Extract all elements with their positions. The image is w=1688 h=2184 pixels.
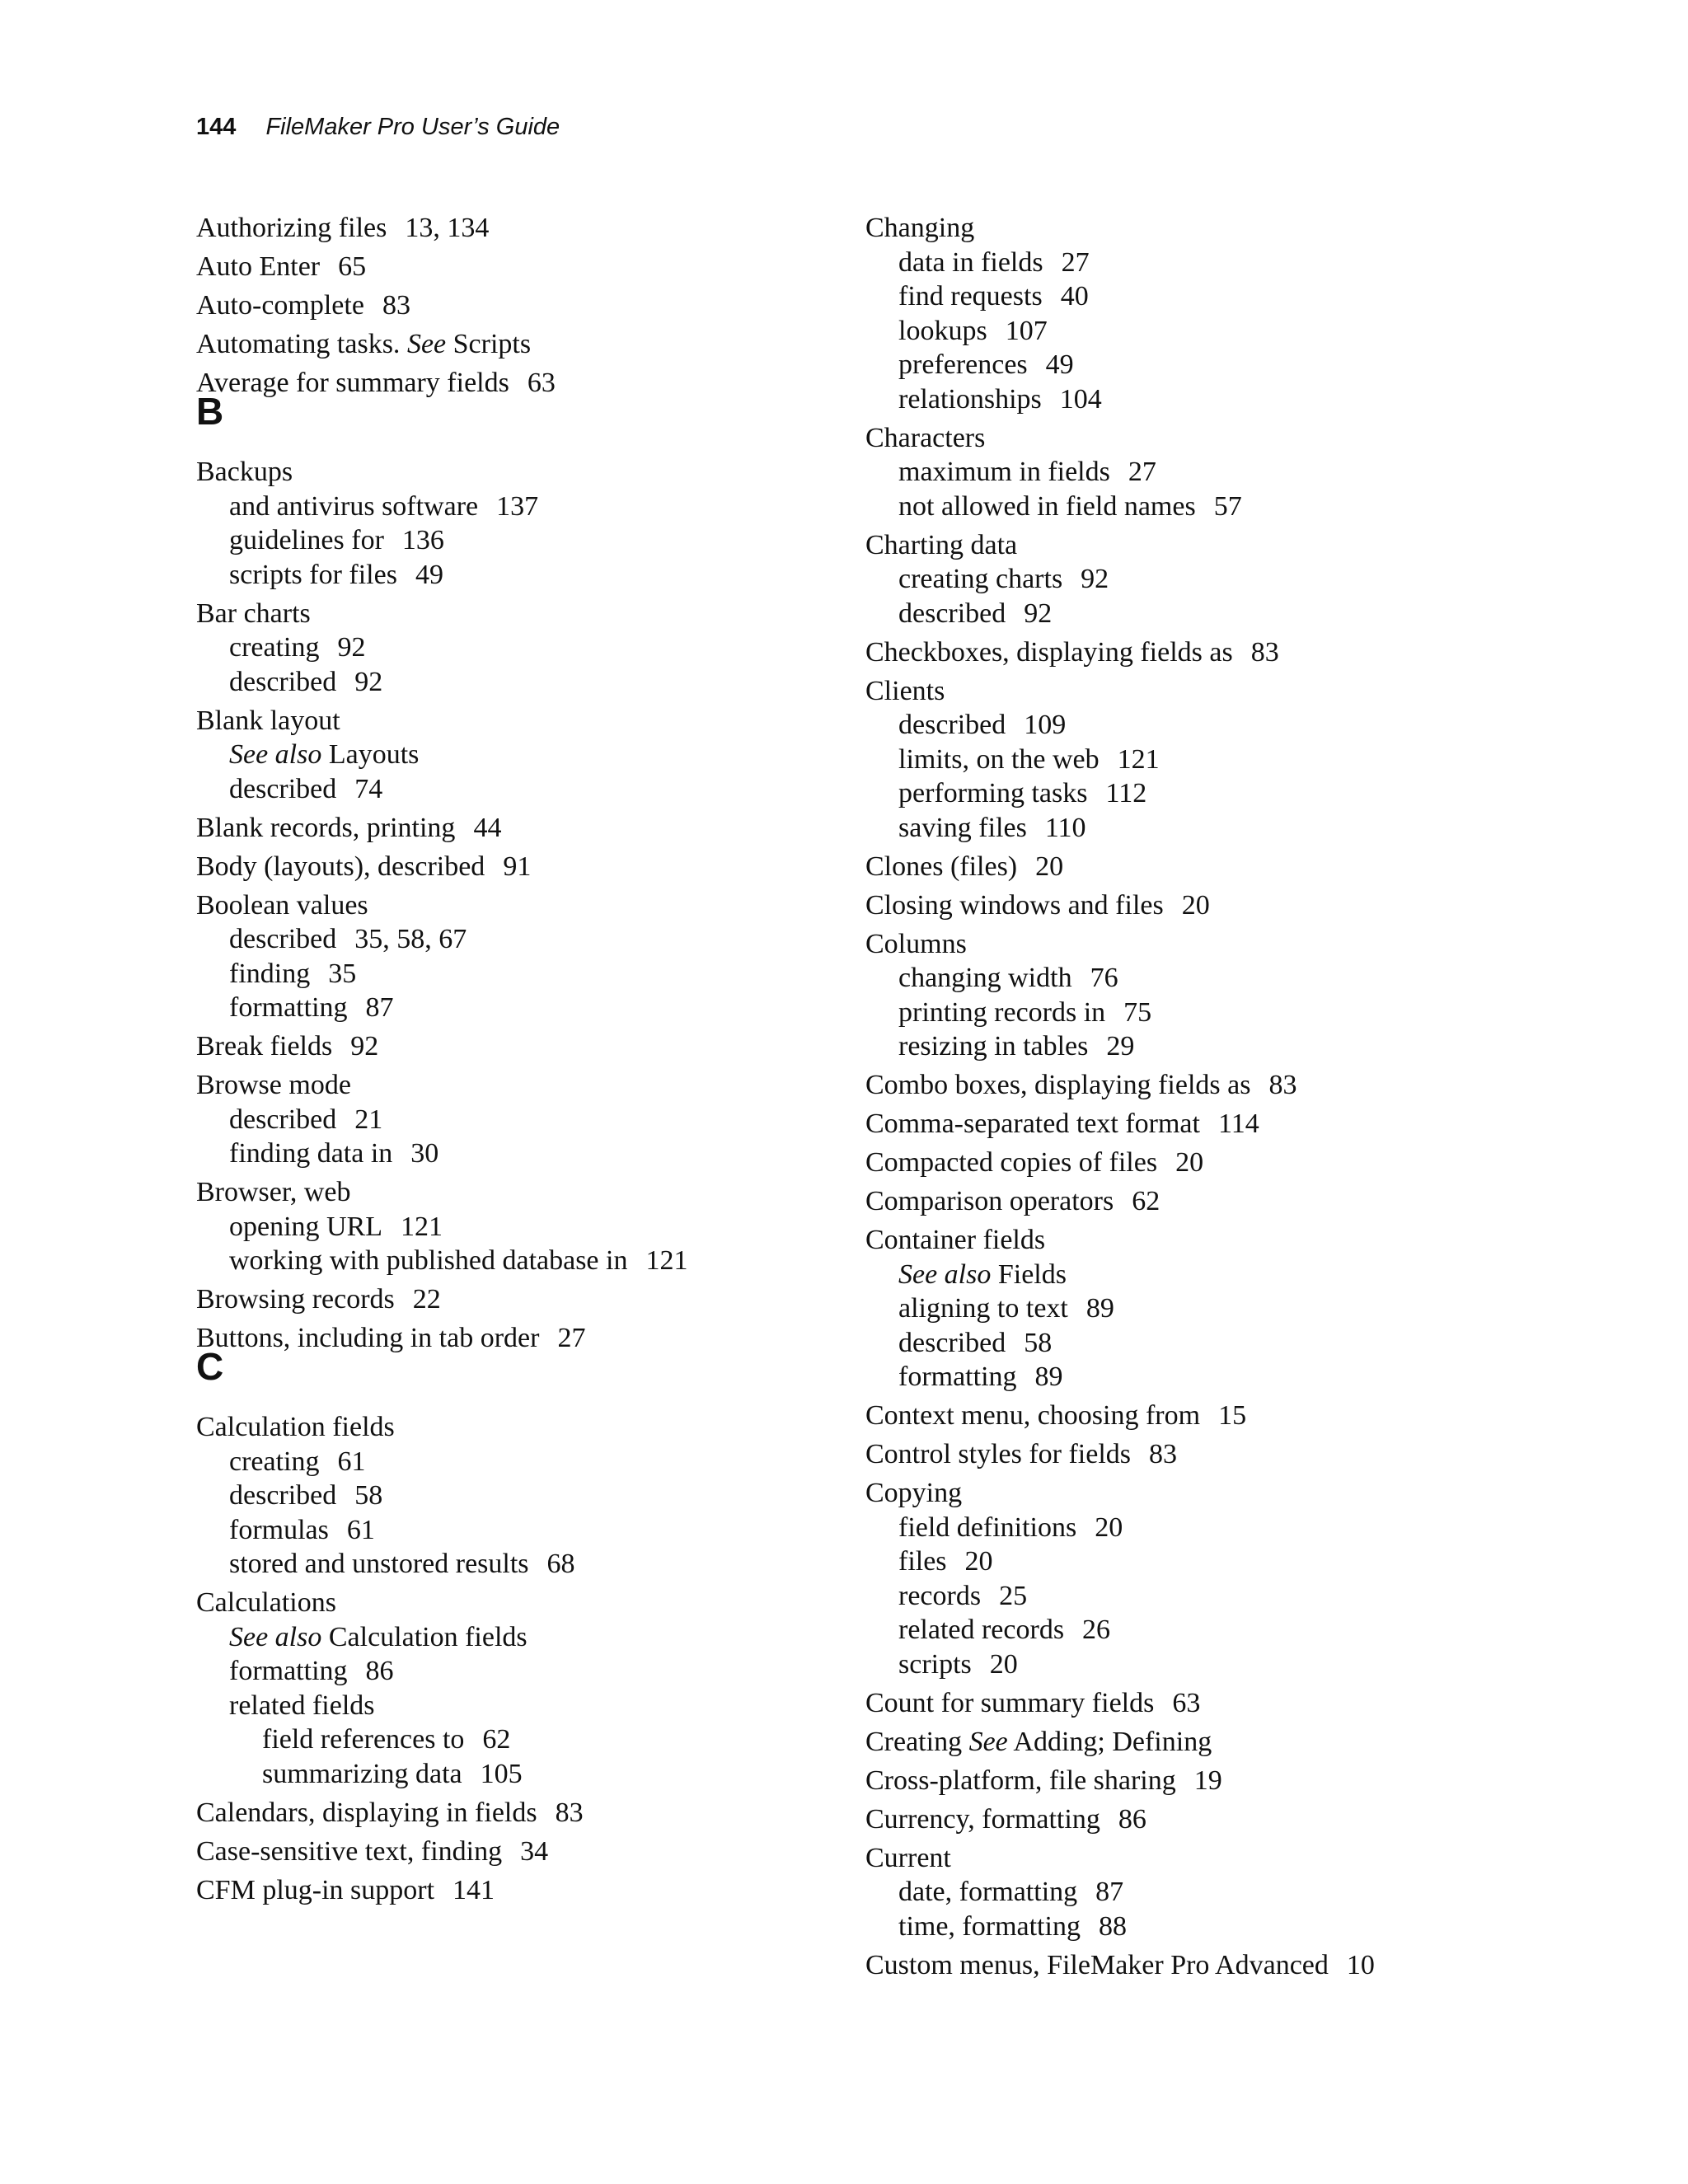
page-references: 13, 134 bbox=[405, 213, 490, 243]
entry-term: records bbox=[898, 1580, 982, 1611]
index-entry bbox=[196, 1284, 441, 1315]
index-subentry bbox=[898, 1328, 1052, 1359]
entry-term: Clones (files) bbox=[865, 851, 1018, 882]
entry-term: described bbox=[229, 773, 337, 804]
entry-term: Container fields bbox=[865, 1225, 1046, 1255]
index-entry bbox=[865, 890, 1210, 921]
see-reference-label: See bbox=[968, 1726, 1008, 1757]
index-subentry bbox=[229, 774, 382, 805]
entry-term: Context menu, choosing from bbox=[865, 1400, 1201, 1431]
page-references: 87 bbox=[365, 992, 394, 1023]
entry-term: Average for summary fields bbox=[196, 368, 509, 398]
index-entry bbox=[196, 457, 293, 488]
page-references: 107 bbox=[1005, 315, 1048, 346]
entry-term: lookups bbox=[898, 315, 987, 346]
page-references: 29 bbox=[1106, 1031, 1135, 1062]
page-references: 20 bbox=[964, 1546, 993, 1577]
entry-term: formatting bbox=[898, 1361, 1017, 1392]
page-references: 92 bbox=[337, 632, 366, 663]
index-subentry bbox=[898, 349, 1074, 381]
see-reference-target: Adding; Defining bbox=[1013, 1726, 1212, 1757]
entry-term: performing tasks bbox=[898, 778, 1088, 808]
see-reference-label: See also bbox=[898, 1258, 992, 1290]
index-entry bbox=[865, 676, 945, 707]
page-references: 76 bbox=[1090, 963, 1118, 993]
index-entry bbox=[865, 1727, 1212, 1758]
entry-term: Bar charts bbox=[196, 598, 311, 629]
see-reference-target: Layouts bbox=[328, 739, 420, 770]
entry-term: described bbox=[229, 666, 337, 697]
entry-term: resizing in tables bbox=[898, 1031, 1089, 1062]
entry-term: Current bbox=[865, 1842, 951, 1873]
index-subentry bbox=[229, 1446, 366, 1478]
entry-term: described bbox=[898, 710, 1006, 740]
see-reference-target: Calculation fields bbox=[328, 1621, 528, 1652]
entry-term: field references to bbox=[262, 1724, 465, 1755]
index-entry bbox=[196, 1797, 584, 1829]
index-entry bbox=[865, 1070, 1296, 1101]
page-references: 74 bbox=[354, 773, 383, 804]
page-references: 30 bbox=[410, 1138, 439, 1169]
entry-term: creating bbox=[229, 632, 320, 663]
entry-term: opening URL bbox=[229, 1211, 383, 1242]
page-references: 61 bbox=[346, 1514, 375, 1545]
index-subentry bbox=[898, 1649, 1018, 1680]
index-entry bbox=[865, 1765, 1222, 1797]
entry-term: described bbox=[898, 1327, 1006, 1358]
page-references: 27 bbox=[1128, 457, 1156, 487]
entry-term: Case-sensitive text, finding bbox=[196, 1835, 503, 1867]
entry-term: Authorizing files bbox=[196, 213, 387, 243]
entry-term: Boolean values bbox=[196, 889, 368, 921]
entry-term: described bbox=[898, 598, 1006, 629]
section-letter bbox=[196, 389, 223, 434]
page-references: 61 bbox=[337, 1446, 366, 1477]
index-entry bbox=[196, 890, 368, 921]
index-entry bbox=[865, 213, 974, 244]
index-subentry bbox=[898, 1293, 1114, 1324]
page-references: 68 bbox=[546, 1549, 575, 1579]
index-subentry bbox=[229, 1690, 375, 1722]
entry-term: Creating bbox=[865, 1726, 963, 1757]
index-entry bbox=[865, 1186, 1160, 1217]
index-entry bbox=[865, 1843, 951, 1874]
entry-term: field definitions bbox=[898, 1511, 1077, 1543]
index-subentry bbox=[229, 491, 538, 523]
page-references: 62 bbox=[482, 1724, 511, 1755]
page-number: 144 bbox=[196, 114, 237, 140]
page-references: 34 bbox=[520, 1835, 549, 1867]
entry-term: Custom menus, FileMaker Pro Advanced bbox=[865, 1949, 1329, 1980]
index-subentry bbox=[898, 1546, 993, 1577]
page-references: 87 bbox=[1095, 1877, 1124, 1907]
entry-term: related records bbox=[898, 1615, 1065, 1645]
entry-term: Copying bbox=[865, 1478, 963, 1508]
index-subentry bbox=[229, 1515, 375, 1546]
entry-term: formulas bbox=[229, 1514, 329, 1545]
page-references: 58 bbox=[354, 1480, 383, 1511]
page-references: 49 bbox=[1045, 349, 1074, 380]
index-entry bbox=[865, 1225, 1045, 1256]
section-letter-text: B bbox=[196, 390, 224, 433]
page-references: 57 bbox=[1213, 490, 1242, 522]
page-references: 86 bbox=[365, 1656, 394, 1686]
page-references: 20 bbox=[1035, 851, 1064, 882]
index-subentry bbox=[898, 564, 1109, 595]
index-entry bbox=[196, 368, 556, 399]
page-references: 121 bbox=[401, 1211, 443, 1242]
index-subentry bbox=[898, 316, 1048, 347]
page-references: 15 bbox=[1218, 1400, 1247, 1431]
entry-term: scripts for files bbox=[229, 559, 397, 590]
entry-term: files bbox=[898, 1546, 947, 1577]
page-references: 40 bbox=[1060, 281, 1089, 312]
see-reference-target: Fields bbox=[997, 1258, 1067, 1290]
page-references: 89 bbox=[1034, 1361, 1063, 1392]
entry-term: time, formatting bbox=[898, 1910, 1081, 1942]
page-references: 109 bbox=[1024, 710, 1067, 740]
page-references: 58 bbox=[1024, 1327, 1053, 1358]
entry-term: maximum in fields bbox=[898, 457, 1110, 487]
index-entry bbox=[865, 1147, 1203, 1179]
index-entry bbox=[196, 213, 489, 244]
entry-term: creating bbox=[229, 1446, 320, 1477]
entry-term: scripts bbox=[898, 1648, 972, 1680]
page-references: 27 bbox=[557, 1323, 586, 1353]
index-entry bbox=[196, 1323, 585, 1354]
see-reference-label: See also bbox=[229, 739, 322, 770]
page-references: 35, 58, 67 bbox=[354, 924, 467, 954]
index-subentry bbox=[229, 1138, 438, 1169]
index-subentry bbox=[229, 632, 366, 663]
index-subentry bbox=[229, 1212, 443, 1243]
index-entry bbox=[865, 1478, 962, 1509]
entry-term: Combo boxes, displaying fields as bbox=[865, 1070, 1251, 1100]
entry-term: changing width bbox=[898, 963, 1072, 993]
page-references: 92 bbox=[350, 1031, 379, 1062]
index-entry bbox=[196, 1875, 495, 1906]
page-references: 141 bbox=[452, 1874, 495, 1905]
index-subentry bbox=[898, 1512, 1123, 1544]
index-subentry bbox=[262, 1759, 523, 1790]
index-subentry bbox=[898, 813, 1086, 844]
index-entry bbox=[865, 1950, 1375, 1981]
page-references: 86 bbox=[1118, 1803, 1146, 1835]
entry-term: Comparison operators bbox=[865, 1186, 1114, 1216]
page-references: 21 bbox=[354, 1104, 383, 1135]
index-subentry bbox=[898, 1615, 1110, 1646]
index-entry bbox=[865, 1804, 1146, 1835]
entry-term: Browsing records bbox=[196, 1284, 395, 1315]
entry-term: working with published database in bbox=[229, 1245, 628, 1276]
page-references: 20 bbox=[1175, 1147, 1204, 1178]
page-references: 136 bbox=[401, 525, 444, 555]
entry-term: data in fields bbox=[898, 246, 1043, 278]
page-references: 22 bbox=[412, 1284, 441, 1315]
page-references: 121 bbox=[1117, 743, 1160, 775]
entry-term: formatting bbox=[229, 992, 348, 1023]
see-reference-label: See bbox=[406, 329, 447, 359]
page-references: 121 bbox=[645, 1245, 688, 1276]
entry-term: described bbox=[229, 1480, 337, 1511]
entry-term: Characters bbox=[865, 422, 986, 453]
entry-term: Auto Enter bbox=[196, 251, 321, 282]
page-references: 63 bbox=[527, 368, 556, 398]
index-subentry bbox=[898, 384, 1102, 415]
index-entry bbox=[196, 1070, 351, 1101]
index-subentry bbox=[898, 281, 1089, 312]
entry-term: described bbox=[229, 1104, 337, 1135]
index-subentry bbox=[898, 1911, 1127, 1943]
page-references: 92 bbox=[354, 666, 383, 697]
page-references: 89 bbox=[1085, 1293, 1114, 1324]
index-subentry bbox=[229, 958, 356, 990]
index-subentry bbox=[229, 1622, 528, 1653]
entry-term: Calendars, displaying in fields bbox=[196, 1797, 537, 1828]
entry-term: Charting data bbox=[865, 529, 1018, 560]
entry-term: Auto-complete bbox=[196, 290, 364, 321]
index-subentry bbox=[229, 924, 467, 955]
index-subentry bbox=[229, 1104, 382, 1136]
page-references: 110 bbox=[1044, 812, 1086, 843]
page-references: 114 bbox=[1217, 1108, 1259, 1139]
entry-term: Blank records, printing bbox=[196, 812, 456, 843]
index-subentry bbox=[898, 247, 1090, 279]
index-entry bbox=[865, 1688, 1200, 1719]
index-entry bbox=[196, 329, 531, 360]
index-subentry bbox=[898, 744, 1160, 776]
index-subentry bbox=[262, 1724, 510, 1755]
entry-term: guidelines for bbox=[229, 525, 384, 555]
see-reference-target: Scripts bbox=[452, 329, 532, 359]
index-subentry bbox=[229, 560, 443, 591]
page-references: 112 bbox=[1105, 778, 1147, 808]
index-subentry bbox=[898, 963, 1118, 994]
entry-term: Currency, formatting bbox=[865, 1803, 1100, 1835]
entry-term: Control styles for fields bbox=[865, 1439, 1132, 1469]
page-references: 25 bbox=[999, 1580, 1028, 1611]
index-subentry bbox=[898, 491, 1242, 523]
entry-term: Break fields bbox=[196, 1031, 333, 1062]
entry-term: Calculation fields bbox=[196, 1412, 395, 1442]
index-subentry bbox=[898, 1361, 1063, 1393]
index-entry bbox=[865, 637, 1279, 668]
entry-term: printing records in bbox=[898, 996, 1106, 1028]
page-references: 27 bbox=[1061, 246, 1090, 278]
page-references: 63 bbox=[1172, 1687, 1201, 1718]
entry-term: Automating tasks. bbox=[196, 329, 401, 359]
index-entry bbox=[865, 1439, 1177, 1470]
entry-term: finding data in bbox=[229, 1138, 393, 1169]
index-entry bbox=[865, 530, 1017, 561]
entry-term: creating charts bbox=[898, 564, 1063, 594]
index-entry bbox=[196, 1031, 378, 1062]
entry-term: Comma-separated text format bbox=[865, 1108, 1200, 1139]
index-subentry bbox=[229, 667, 382, 698]
page-references: 105 bbox=[480, 1758, 523, 1789]
entry-term: finding bbox=[229, 958, 311, 989]
page-references: 26 bbox=[1082, 1615, 1111, 1645]
running-header bbox=[196, 114, 560, 141]
index-entry bbox=[196, 598, 311, 630]
page-references: 92 bbox=[1081, 564, 1109, 594]
entry-term: Blank layout bbox=[196, 705, 340, 736]
index-subentry bbox=[229, 1480, 382, 1511]
index-entry bbox=[865, 1108, 1259, 1140]
entry-term: Closing windows and files bbox=[865, 889, 1164, 921]
entry-term: Browse mode bbox=[196, 1070, 351, 1100]
index-subentry bbox=[229, 525, 444, 556]
index-subentry bbox=[898, 1877, 1123, 1908]
index-subentry bbox=[898, 598, 1052, 630]
entry-term: Count for summary fields bbox=[865, 1687, 1155, 1718]
index-entry bbox=[865, 929, 967, 960]
index-entry bbox=[865, 1400, 1246, 1432]
entry-term: Buttons, including in tab order bbox=[196, 1323, 540, 1353]
index-entry bbox=[196, 851, 531, 883]
page-references: 92 bbox=[1024, 598, 1053, 629]
index-entry bbox=[196, 705, 340, 737]
entry-term: related fields bbox=[229, 1690, 375, 1721]
page-references: 137 bbox=[496, 490, 539, 522]
page-references: 83 bbox=[382, 290, 410, 321]
index-entry bbox=[865, 423, 985, 454]
index-subentry bbox=[229, 1656, 394, 1687]
entry-term: stored and unstored results bbox=[229, 1549, 529, 1579]
index-subentry bbox=[898, 457, 1156, 488]
entry-term: saving files bbox=[898, 812, 1027, 843]
index-subentry bbox=[898, 1259, 1067, 1291]
index-subentry bbox=[898, 1581, 1027, 1612]
entry-term: Backups bbox=[196, 457, 293, 487]
page-references: 10 bbox=[1346, 1949, 1375, 1980]
section-letter bbox=[196, 1344, 223, 1389]
index-subentry bbox=[229, 992, 394, 1024]
page-references: 44 bbox=[473, 812, 502, 843]
see-reference-label: See also bbox=[229, 1621, 322, 1652]
index-entry bbox=[196, 1177, 350, 1208]
index-entry bbox=[196, 290, 410, 321]
index-entry bbox=[196, 1587, 336, 1619]
entry-term: not allowed in field names bbox=[898, 490, 1196, 522]
page-references: 75 bbox=[1123, 996, 1152, 1028]
entry-term: formatting bbox=[229, 1656, 348, 1686]
entry-term: Browser, web bbox=[196, 1177, 351, 1207]
section-letter-text: C bbox=[196, 1345, 224, 1388]
entry-term: date, formatting bbox=[898, 1877, 1078, 1907]
page-references: 49 bbox=[415, 559, 443, 590]
entry-term: find requests bbox=[898, 281, 1043, 312]
index-entry bbox=[865, 851, 1063, 883]
index-subentry bbox=[898, 710, 1066, 741]
entry-term: preferences bbox=[898, 349, 1028, 380]
index-subentry bbox=[229, 1245, 687, 1277]
page-references: 20 bbox=[1181, 889, 1210, 921]
page-references: 83 bbox=[1268, 1070, 1297, 1100]
entry-term: Columns bbox=[865, 928, 967, 959]
page-references: 104 bbox=[1059, 383, 1102, 415]
entry-term: Cross-platform, file sharing bbox=[865, 1765, 1176, 1796]
page-references: 20 bbox=[989, 1648, 1018, 1680]
guide-title: FileMaker Pro User’s Guide bbox=[265, 114, 560, 140]
index-entry bbox=[196, 251, 366, 283]
page-references: 91 bbox=[503, 851, 532, 882]
page-references: 83 bbox=[555, 1797, 584, 1828]
index-entry bbox=[196, 1836, 548, 1868]
entry-term: Checkboxes, displaying fields as bbox=[865, 636, 1233, 668]
entry-term: Clients bbox=[865, 675, 945, 706]
entry-term: limits, on the web bbox=[898, 743, 1100, 775]
entry-term: relationships bbox=[898, 383, 1042, 415]
entry-term: Calculations bbox=[196, 1587, 336, 1618]
entry-term: Changing bbox=[865, 213, 975, 243]
index-entry bbox=[196, 813, 501, 844]
index-entry bbox=[196, 1412, 395, 1443]
page-references: 88 bbox=[1098, 1910, 1127, 1942]
entry-term: CFM plug-in support bbox=[196, 1874, 435, 1905]
page-references: 83 bbox=[1149, 1439, 1178, 1469]
entry-term: Compacted copies of files bbox=[865, 1147, 1158, 1178]
index-subentry bbox=[229, 739, 419, 771]
page-references: 35 bbox=[328, 958, 357, 989]
page-references: 62 bbox=[1132, 1186, 1160, 1216]
index-subentry bbox=[898, 778, 1146, 809]
page-references: 19 bbox=[1193, 1765, 1222, 1796]
entry-term: aligning to text bbox=[898, 1293, 1068, 1324]
page-references: 65 bbox=[338, 251, 367, 282]
page-references: 20 bbox=[1095, 1511, 1123, 1543]
entry-term: Body (layouts), described bbox=[196, 851, 485, 882]
index-subentry bbox=[898, 1031, 1134, 1062]
page-references: 83 bbox=[1250, 636, 1279, 668]
entry-term: and antivirus software bbox=[229, 490, 479, 522]
entry-term: summarizing data bbox=[262, 1758, 462, 1789]
index-subentry bbox=[898, 997, 1151, 1029]
index-subentry bbox=[229, 1549, 575, 1580]
entry-term: described bbox=[229, 924, 337, 954]
